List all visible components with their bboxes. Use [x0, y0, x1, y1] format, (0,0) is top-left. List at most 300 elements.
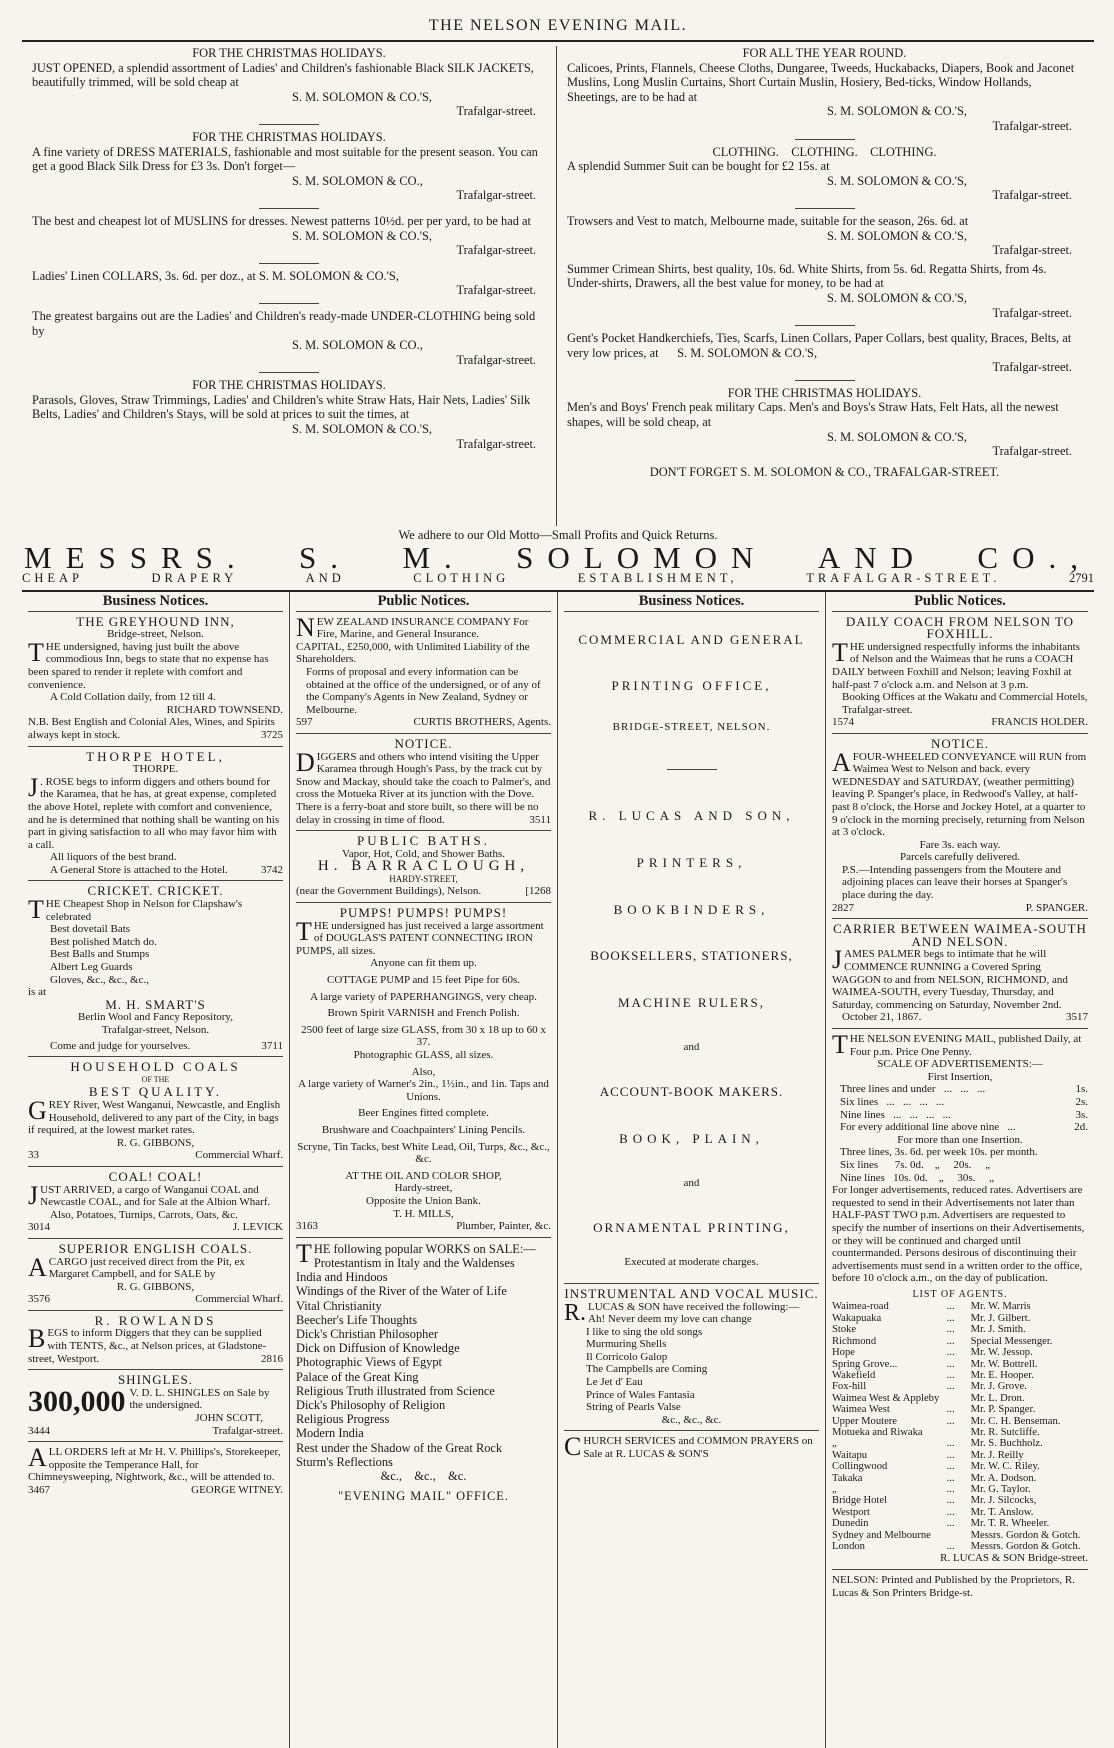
list-item: Albert Leg Guards	[50, 961, 133, 974]
list-item: Palace of the Great King	[296, 1369, 419, 1384]
agent-name: Mr. J. Silcocks,	[970, 1495, 1037, 1507]
list-item: Il Corricolo Galop	[586, 1350, 668, 1363]
divider	[296, 830, 551, 831]
agent-name: Mr. C. H. Benseman.	[970, 1415, 1061, 1427]
ad-body: REY River, West Wanganui, Newcastle, and English Household, delivered to any part of the City, in bags if required, at the lowest market rates.	[28, 1098, 281, 1137]
column-heading: Business Notices.	[28, 592, 283, 612]
ad-line: COMMERCIAL AND GENERAL	[578, 631, 805, 647]
ad-line: Beer Engines fitted complete.	[358, 1107, 489, 1120]
list-item: Photographic Views of Egypt	[296, 1355, 442, 1370]
ad-greyhound-inn	[28, 613, 283, 742]
drop-cap: A	[832, 747, 851, 777]
agent-name: Mr. W. Marris	[970, 1301, 1031, 1313]
ad-signature: S. M. SOLOMON & CO.,	[292, 173, 423, 188]
divider	[28, 1310, 283, 1311]
list-item: Protestantism in Italy and the Waldenses	[313, 1255, 515, 1270]
ad-signature: R. G. GIBBONS,	[116, 1136, 195, 1149]
rate-value: 3s.	[1075, 1108, 1088, 1121]
divider	[667, 769, 717, 770]
ad-heading: FOR THE CHRISTMAS HOLIDAYS.	[727, 385, 922, 400]
agent-row	[832, 1518, 1088, 1529]
ad-cricket	[28, 885, 283, 1052]
ad-heading: FOR THE CHRISTMAS HOLIDAYS.	[192, 46, 386, 60]
ad-signature: S. M. SOLOMON & CO.'S,	[292, 89, 432, 104]
rate-value: 2d.	[1074, 1121, 1088, 1134]
ad-body: HURCH SERVICES and COMMON PRAYERS on Sale at R. LUCAS & SON'S	[583, 1435, 813, 1461]
ad-signature: S. M. SOLOMON & CO.'S,	[827, 173, 967, 188]
column-business-notices-2	[558, 592, 826, 1748]
list-item: The Campbells are Coming	[586, 1363, 708, 1376]
ad-line: (near the Government Buildings), Nelson.	[296, 885, 482, 898]
ad-title: THE GREYHOUND INN,	[76, 613, 235, 629]
ad-line: COTTAGE PUMP and 15 feet Pipe for 60s.	[326, 974, 521, 987]
ad-body: HE undersigned has just received a large assortment of DOUGLAS'S PATENT CONNECTING IRON PUMPS, all sizes.	[296, 919, 544, 957]
ad-number: 2827	[832, 901, 854, 914]
list-item: Dick on Diffusion of Knowledge	[296, 1341, 460, 1356]
agent-row	[832, 1313, 1088, 1324]
ad-number: 3444	[28, 1424, 50, 1437]
divider	[564, 1283, 819, 1284]
ad-clothing	[567, 145, 1082, 203]
ad-line: Also, Potatoes, Turnips, Carrots, Oats, &c.	[50, 1208, 238, 1221]
ad-number: 3014	[28, 1221, 50, 1234]
ad-line: Fare 3s. each way.	[919, 838, 1001, 851]
ad-body: Men's and Boys' French peak military Caps. Men's and Boys's Straw Hats, Felt Hats, all the newest shapes, will be sold cheap, at	[567, 400, 1059, 430]
ad-superior-coals	[28, 1240, 283, 1306]
agent-dots: ...	[946, 1347, 955, 1359]
column-public-notices-1	[290, 592, 558, 1748]
ad-silk-jackets	[32, 46, 546, 119]
ad-line: BOOKSELLERS, STATIONERS,	[590, 948, 793, 964]
drop-cap: T	[28, 637, 44, 667]
ad-number: 3163	[296, 1220, 318, 1233]
list-item: Gloves, &c., &c., &c.,	[50, 973, 149, 986]
drop-cap: J	[28, 772, 39, 802]
agent-row	[832, 1324, 1088, 1335]
notices-columns	[22, 590, 1094, 1748]
agent-place: Wakefield	[832, 1369, 876, 1381]
ad-shirts	[567, 262, 1082, 320]
ad-line: CAPITAL, £250,000, with Unlimited Liability of the Shareholders.	[296, 640, 530, 666]
ad-address: Commercial Wharf.	[195, 1149, 283, 1162]
rate-label: For every additional line above nine ...	[840, 1121, 1016, 1134]
banner-word: S.	[299, 540, 353, 575]
ad-line: is at	[28, 986, 47, 999]
agent-place: „	[832, 1438, 837, 1450]
ad-nz-insurance	[296, 612, 551, 729]
ad-body: . ROSE begs to inform diggers and others bound for the Karamea, that he has, at great expense, completed the above Hotel, replete with comfort and convenience, and he is determined that nothing shall be wanting on his part in giving satisfaction to all who may favor him with a call.	[28, 775, 280, 851]
ad-line: LIST OF AGENTS.	[912, 1288, 1008, 1300]
solomon-left-column	[22, 46, 557, 526]
agent-row	[832, 1404, 1088, 1415]
ad-title: R. ROWLANDS	[94, 1312, 217, 1328]
agent-name: Messrs. Gordon & Gotch.	[970, 1529, 1081, 1541]
ad-line: AT THE OIL AND COLOR SHOP,	[345, 1169, 502, 1182]
ad-heading: CLOTHING. CLOTHING. CLOTHING.	[712, 144, 937, 159]
rate-label: Three lines and under ... ... ...	[840, 1083, 986, 1096]
agent-row	[832, 1359, 1088, 1370]
agent-place: Waitapu	[832, 1449, 868, 1461]
banner-sub-word: AND	[305, 571, 345, 585]
divider	[28, 1369, 283, 1370]
ad-handkerchiefs	[567, 331, 1082, 375]
ad-number: 3467	[28, 1484, 50, 1496]
banner-word: MESSRS.	[24, 540, 249, 575]
ad-title: COAL! COAL!	[108, 1168, 203, 1184]
ad-body: JUST OPENED, a splendid assortment of Ladies' and Children's fashionable Black SILK JACKETS, beautifully trimmed, will be sold cheap at	[32, 60, 534, 90]
divider	[832, 918, 1088, 919]
ad-address: Trafalgar-street.	[456, 104, 536, 119]
divider	[259, 372, 319, 373]
agent-dots: ...	[946, 1506, 955, 1518]
ad-body: N.B. Best English and Colonial Ales, Wines, and Spirits always kept in stock.	[28, 716, 275, 741]
agent-row	[832, 1301, 1088, 1312]
list-item: I like to sing the old songs	[586, 1325, 703, 1338]
ad-line: Opposite the Union Bank.	[366, 1194, 481, 1207]
agent-row	[832, 1336, 1088, 1347]
agent-dots: ...	[946, 1312, 955, 1324]
ad-title: HOUSEHOLD COALS	[70, 1059, 241, 1075]
ad-line: and	[683, 1177, 700, 1190]
ad-address: Trafalgar-street.	[456, 188, 536, 203]
list-item: Le Jet d' Eau	[586, 1376, 643, 1389]
ad-lucas-printing	[564, 631, 819, 1269]
ad-body: HE NELSON EVENING MAIL, published Daily, at Four p.m. Price One Penny.	[849, 1033, 1082, 1058]
divider	[28, 746, 283, 747]
ad-signature: R. G. GIBBONS,	[116, 1280, 195, 1293]
rate-label: Six lines ... ... ... ...	[840, 1095, 945, 1108]
agent-place: Sydney and Melbourne	[832, 1529, 931, 1541]
ad-title: PUMPS! PUMPS! PUMPS!	[339, 905, 508, 921]
ad-line: Executed at moderate charges.	[624, 1256, 759, 1269]
agent-row	[832, 1484, 1088, 1495]
ad-heading: FOR ALL THE YEAR ROUND.	[742, 46, 907, 60]
agent-dots: ...	[946, 1461, 955, 1473]
ad-number: [1268	[525, 885, 551, 898]
list-item: Best dovetail Bats	[50, 923, 131, 936]
ad-signature: S. M. SOLOMON & CO.'S,	[827, 290, 967, 305]
agent-dots: ...	[946, 1358, 955, 1370]
ad-line: A General Store is attached to the Hotel.	[50, 863, 228, 876]
agent-row	[832, 1370, 1088, 1381]
ad-title: CRICKET. CRICKET.	[87, 883, 224, 899]
ad-address: Commercial Wharf.	[195, 1293, 283, 1306]
ad-signature: JOHN SCOTT,	[195, 1412, 263, 1425]
ad-body: The greatest bargains out are the Ladies' and Children's ready-made UNDER-CLOTHING being sold by	[32, 308, 536, 338]
ad-body: For longer advertisements, reduced rates. Advertisers are requested to send in their Advertisements not later than HALF-PAST TWO p.m. Advertisers are requested to specify the number of insertions on their Advertisements, or they will be continued and charged until countermanded. Persons desirous of discontinuing their advertisements must send in a written order to the office, before 10 o'clock a.m., on the day of publication.	[832, 1184, 1085, 1285]
list-item: String of Pearls Valse	[586, 1401, 681, 1414]
ad-body: P.S.—Intending passengers from the Moutere and adjoining places can leave their horses at Spanger's place during the day.	[842, 863, 1068, 902]
ad-diggers-notice	[296, 735, 551, 826]
drop-cap: T	[296, 1238, 312, 1268]
rate-line: Six lines 7s. 0d. „ 20s. „	[840, 1158, 991, 1171]
list-item: Beecher's Life Thoughts	[296, 1312, 418, 1327]
list-item: Prince of Wales Fantasia	[586, 1388, 695, 1401]
ad-line: SCALE OF ADVERTISEMENTS:—	[877, 1058, 1043, 1071]
ad-music	[564, 1285, 819, 1427]
list-item: Ah! Never deem my love can change	[588, 1313, 752, 1326]
motto: We adhere to our Old Motto—Small Profits and Quick Returns.	[398, 528, 718, 542]
agent-name: Mr. J. Grove.	[970, 1381, 1027, 1393]
ad-muslins	[32, 214, 546, 258]
ad-address: Trafalgar-street.	[992, 305, 1072, 320]
banner-sub-word: CLOTHING	[413, 571, 510, 585]
ad-body: HE undersigned, having just built the above commodious Inn, begs to state that no expense has been spared to render it replete with comfort and convenience.	[28, 640, 269, 691]
ad-carrier	[832, 923, 1088, 1024]
ad-body: LL ORDERS left at Mr H. V. Phillips's, Storekeeper, opposite the Temperance Hall, for Chimneysweeping, Nightwork, &c., will be attended to.	[28, 1446, 281, 1484]
divider	[296, 902, 551, 903]
ad-subtitle: OF THE	[141, 1074, 170, 1084]
ad-body: HE Cheapest Shop in Nelson for Clapshaw's celebrated	[45, 898, 243, 923]
agent-dots: ...	[946, 1404, 955, 1416]
agent-dots: ...	[946, 1381, 955, 1393]
list-item: Dick's Christian Philosopher	[296, 1326, 438, 1341]
ad-body: V. D. L. SHINGLES on Sale by the undersigned.	[129, 1386, 270, 1412]
banner-sub-word: ESTABLISHMENT,	[577, 571, 738, 585]
ad-pumps	[296, 907, 551, 1233]
ad-caps-hats	[567, 386, 1082, 459]
divider	[795, 325, 855, 326]
agent-place: Spring Grove...	[832, 1358, 898, 1370]
drop-cap: T	[832, 1030, 848, 1059]
divider	[795, 380, 855, 381]
agent-name: Mr. J. Reilly	[970, 1449, 1024, 1461]
ad-line: R. LUCAS AND SON,	[588, 808, 795, 824]
agent-name: Mr. T. R. Wheeler.	[970, 1518, 1050, 1530]
divider	[28, 1238, 283, 1239]
ad-number: 3742	[261, 863, 283, 876]
agent-dots: ...	[946, 1335, 955, 1347]
divider	[259, 124, 319, 125]
ad-signature: J. LEVICK	[232, 1221, 283, 1234]
divider	[795, 139, 855, 140]
banner-word: SOLOMON	[516, 540, 768, 575]
drop-cap: G	[28, 1095, 47, 1125]
agent-place: Westport	[832, 1506, 870, 1518]
rate-line: Three lines, 3s. 6d. per week 10s. per month.	[840, 1146, 1038, 1159]
newspaper-page	[22, 14, 1094, 1740]
ad-title: NOTICE.	[931, 735, 989, 751]
banner-sub-word: TRAFALGAR-STREET.	[806, 571, 1001, 585]
ad-line: First Insertion,	[927, 1070, 993, 1083]
drop-cap: R.	[564, 1299, 587, 1326]
ad-number: 3511	[529, 813, 551, 826]
ad-line: and	[683, 1041, 700, 1054]
masthead: THE NELSON EVENING MAIL.	[428, 17, 688, 34]
agent-name: Mr. L. Dron.	[970, 1392, 1025, 1404]
ad-line: October 21, 1867.	[842, 1011, 922, 1024]
drop-cap: A	[28, 1443, 47, 1473]
ad-title: DAILY COACH FROM NELSON TO FOXHILL.	[845, 613, 1075, 642]
advert-number: 2791	[1068, 571, 1094, 585]
ad-address: Trafalgar-street.	[456, 243, 536, 258]
ad-evening-mail-terms	[832, 1030, 1088, 1565]
ad-shop-name: M. H. SMART'S	[105, 996, 206, 1012]
ad-signature: S. M. SOLOMON & CO.'S,	[827, 104, 967, 119]
ad-address: Trafalgar-street.	[992, 188, 1072, 203]
agent-row	[832, 1427, 1088, 1438]
ad-household-coals	[28, 1061, 283, 1162]
agent-name: Mr. A. Dodson.	[970, 1472, 1037, 1484]
agent-dots: ...	[946, 1324, 955, 1336]
agent-dots	[947, 1393, 971, 1404]
agent-name: Special Messenger.	[970, 1335, 1053, 1347]
ad-rowlands	[28, 1312, 283, 1365]
drop-cap: T	[296, 916, 312, 946]
divider	[28, 1166, 283, 1167]
ad-line: ACCOUNT-BOOK MAKERS.	[599, 1083, 784, 1099]
agent-place: Bridge Hotel	[832, 1495, 888, 1507]
ad-signature: FRANCIS HOLDER.	[991, 716, 1088, 729]
agent-row	[832, 1473, 1088, 1484]
ad-line: ORNAMENTAL PRINTING,	[593, 1219, 790, 1235]
agent-name: Mr. J. Gilbert.	[970, 1312, 1031, 1324]
agent-place: Hope	[832, 1347, 855, 1359]
list-item: Murmuring Shells	[586, 1338, 667, 1351]
ad-signature: "EVENING MAIL" OFFICE.	[338, 1489, 509, 1504]
ad-subtitle: THORPE.	[132, 763, 179, 776]
drop-cap: B	[28, 1324, 46, 1354]
agent-place: Richmond	[832, 1335, 877, 1347]
ad-line: A Cold Collation daily, from 12 till 4.	[50, 691, 216, 704]
ad-subtitle: Vapor, Hot, Cold, and Shower Baths.	[341, 847, 506, 860]
ad-body: Ladies' Linen COLLARS, 3s. 6d. per doz., at S. M. SOLOMON & CO.'S,	[32, 268, 399, 283]
ad-body: Summer Crimean Shirts, best quality, 10s. 6d. White Shirts, from 5s. 6d. Regatta Shirts, from 4s. Under-shirts, Drawers, all the best value for money, to be had at	[567, 261, 1047, 291]
ad-line: Anyone can fit them up.	[370, 957, 477, 970]
ad-body: Trowsers and Vest to match, Melbourne made, suitable for the season, 26s. 6d. at	[567, 213, 969, 228]
agent-row	[832, 1495, 1088, 1506]
ad-trowsers	[567, 214, 1082, 258]
ad-name: H. BARRACLOUGH,	[317, 858, 530, 875]
big-number: 300,000	[28, 1384, 126, 1418]
ad-shingles	[28, 1374, 283, 1437]
ad-line: BOOKBINDERS,	[613, 901, 770, 917]
agent-dots: ...	[946, 1449, 955, 1461]
ad-signature: P. SPANGER.	[1025, 901, 1088, 914]
agent-place: Upper Moutere	[832, 1415, 898, 1427]
divider	[28, 1441, 283, 1442]
divider	[259, 208, 319, 209]
ad-body: HE undersigned respectfully informs the inhabitants of Nelson and the Waimeas that he runs a COACH DAILY between Foxhill and Nelson; leaving Foxhil at half-past 7 o'clock a.m. and Nelson at 3 p.m.	[832, 640, 1080, 691]
drop-cap: T	[28, 895, 44, 925]
list-item: Religious Progress	[296, 1412, 390, 1427]
masthead-rule	[22, 40, 1094, 42]
ad-popular-works	[296, 1238, 551, 1504]
divider	[296, 1237, 551, 1238]
ad-body: EGS to inform Diggers that they can be supplied with TENTS, &c., at Nelson prices, at Gladstone-street, Westport.	[28, 1327, 267, 1365]
agent-dots: ...	[946, 1369, 955, 1381]
agent-place: Waimea West & Appleby	[832, 1392, 940, 1404]
ad-title: BEST QUALITY.	[88, 1084, 223, 1100]
divider	[259, 303, 319, 304]
ad-number: 597	[296, 716, 313, 729]
ad-line: MACHINE RULERS,	[617, 994, 765, 1010]
rate-label: Nine lines ... ... ... ...	[840, 1108, 951, 1121]
banner-sub-word: CHEAP	[22, 571, 83, 585]
ad-collars	[32, 269, 546, 298]
agent-name: Mr. W. C. Riley.	[970, 1461, 1040, 1473]
agent-dots: ...	[946, 1415, 955, 1427]
agent-row	[832, 1507, 1088, 1518]
ad-address: Trafalgar-street.	[992, 243, 1072, 258]
ad-address: BRIDGE-STREET, NELSON.	[612, 720, 771, 733]
ad-signature: RICHARD TOWNSEND.	[166, 703, 283, 716]
ad-line: A large variety of Warner's 2in., 1½in., and 1in. Taps and Unions.	[298, 1078, 549, 1103]
divider	[259, 263, 319, 264]
list-item: Best polished Match do.	[50, 935, 157, 948]
ad-address: Trafalgar-street.	[456, 436, 536, 451]
drop-cap: A	[28, 1252, 47, 1282]
agent-row	[832, 1450, 1088, 1461]
banner-word: M.	[402, 540, 466, 575]
rate-value: 2s.	[1075, 1095, 1088, 1108]
column-heading: Public Notices.	[832, 592, 1088, 612]
ad-line: Berlin Wool and Fancy Repository,	[78, 1011, 233, 1024]
ad-signature: S. M. SOLOMON & CO.'S,	[292, 422, 432, 437]
ad-title: CARRIER BETWEEN WAIMEA-SOUTH AND NELSON.	[833, 921, 1087, 949]
ad-line: BOOK, PLAIN,	[619, 1130, 764, 1146]
ad-body: The best and cheapest lot of MUSLINS for dresses. Newest patterns 10½d. per per yard, to be had at	[32, 213, 531, 228]
rate-value: 1s.	[1075, 1083, 1088, 1096]
ad-conveyance-notice	[832, 735, 1088, 914]
ad-foxhill-coach	[832, 613, 1088, 729]
ad-line: For more than one Insertion.	[897, 1133, 1023, 1146]
ad-body: FOUR-WHEELED CONVEYANCE will RUN from Waimea West to Nelson and back. every WEDNESDAY and SATURDAY, (weather permitting) leaving P. Spanger's place, in Redwood's Valley, at half-past 8 o'clock, the Horse and Jockey Hotel, at a quarter to 9 o'clock in the morning precisely, returning from Nelson at 3 o'clock.	[832, 750, 1087, 839]
drop-cap: T	[832, 637, 848, 667]
printer-imprint: NELSON: Printed and Published by the Proprietors, R. Lucas & Son Printers Bridge-st.	[832, 1574, 1075, 1599]
divider	[832, 733, 1088, 734]
ad-title: SHINGLES.	[117, 1372, 194, 1388]
ad-address: Trafalgar-street.	[456, 352, 536, 367]
ad-line: Hardy-street,	[394, 1182, 453, 1195]
agent-name: Mr. P. Spanger.	[970, 1404, 1036, 1416]
ad-church-services	[564, 1432, 819, 1462]
agent-row	[832, 1541, 1088, 1552]
ad-body: Gent's Pocket Handkerchiefs, Ties, Scarfs, Linen Collars, Paper Collars, best quality, Braces, Belts, at very low prices, at S. M. SOLOMON & CO.'S,	[567, 331, 1075, 360]
ad-year-round	[567, 46, 1082, 134]
agent-row	[832, 1347, 1088, 1358]
ad-line: Photographic GLASS, all sizes.	[353, 1049, 494, 1061]
list-item: Sturm's Reflections	[296, 1454, 393, 1469]
ad-line: Trafalgar-street, Nelson.	[101, 1024, 210, 1036]
agent-dots: ...	[946, 1541, 955, 1552]
ad-line: &c., &c., &c.	[380, 1468, 467, 1483]
ad-line: Plumber, Painter, &c.	[456, 1220, 551, 1233]
ad-number: 3517	[1066, 1011, 1088, 1024]
ad-body: AMES PALMER begs to intimate that he will COMMENCE RUNNING a Covered Spring WAGGON to and from NELSON, RICHMOND, and WAIMEA-SOUTH, every Tuesday, Thursday, and Saturday, commencing on Saturday, November 2nd.	[832, 948, 1068, 1011]
ad-address: Trafalgar-street.	[212, 1424, 283, 1437]
ad-number: 33	[28, 1149, 39, 1162]
solomon-banner	[22, 540, 1094, 575]
ad-line: Brushware and Coachpainters' Lining Pencils.	[321, 1123, 526, 1136]
list-item: India and Hindoos	[296, 1270, 388, 1285]
agent-dots: ...	[946, 1518, 955, 1530]
solomon-advert-block	[22, 46, 1094, 526]
ad-body: Calicoes, Prints, Flannels, Cheese Cloths, Dungaree, Tweeds, Huckabacks, Diapers, Book and Jaconet Muslins, Long Muslin Curtains, Short Curtain Muslin, Hosiery, Bed-ticks, Window Hollands, Sheetings, are to be had at	[567, 60, 1075, 104]
drop-cap: C	[564, 1432, 582, 1462]
agent-place: Collingwood	[832, 1461, 888, 1473]
agent-place: Takaka	[832, 1472, 863, 1484]
ad-signature: R. LUCAS & SON Bridge-street.	[940, 1552, 1088, 1565]
ad-title: INSTRUMENTAL AND VOCAL MUSIC.	[564, 1285, 819, 1301]
ad-title: THORPE HOTEL,	[86, 748, 225, 764]
solomon-right-column	[557, 46, 1092, 526]
list-item: Dick's Philosophy of Religion	[296, 1397, 446, 1412]
list-item: Vital Christianity	[296, 1298, 382, 1313]
drop-cap: N	[296, 612, 315, 642]
ad-title: SUPERIOR ENGLISH COALS.	[58, 1240, 253, 1256]
ad-address: Trafalgar-street.	[456, 283, 536, 298]
